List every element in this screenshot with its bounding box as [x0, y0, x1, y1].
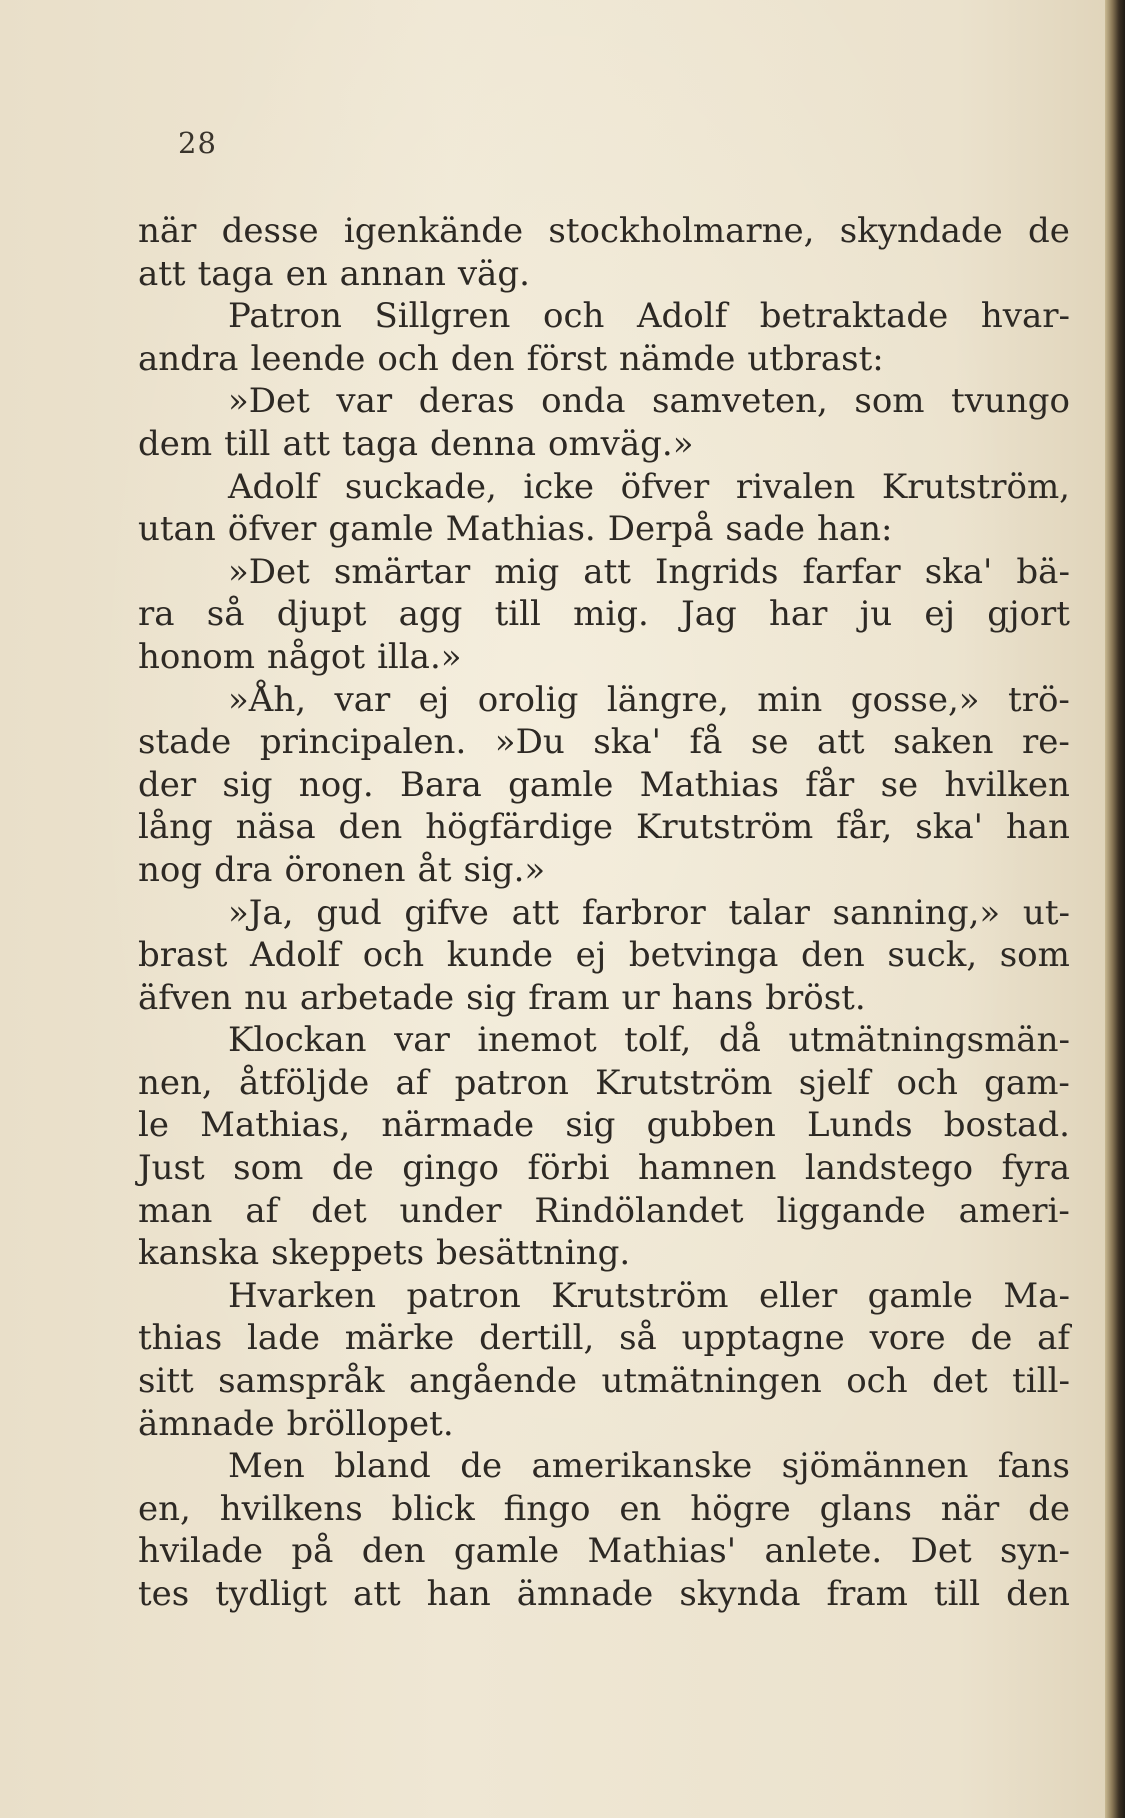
text-line: tes tydligt att han ämnade skynda fram till den: [138, 1574, 1070, 1614]
text-line: »Åh, var ej orolig längre, min gosse,» trö-: [228, 679, 1070, 720]
text-line: Hvarken patron Krutström eller gamle Ma-: [228, 1275, 1070, 1316]
page-edge-shadow: [1105, 0, 1125, 1818]
text-line: stade principalen. »Du ska' få se att saken re-: [138, 722, 1070, 763]
page-number: 28: [178, 126, 217, 160]
text-line: en, hvilkens blick fingo en högre glans när de: [138, 1488, 1070, 1529]
text-line: honom något illa.»: [138, 636, 462, 677]
text-line: Patron Sillgren och Adolf betraktade hvar-: [228, 296, 1070, 337]
text-line: »Det smärtar mig att Ingrids farfar ska' bä-: [228, 551, 1070, 592]
text-line: Men bland de amerikanske sjömännen fans: [228, 1446, 1070, 1487]
text-line: »Det var deras onda samveten, som tvungo: [228, 381, 1070, 422]
text-line: der sig nog. Bara gamle Mathias får se hvilken: [138, 764, 1070, 805]
text-line: sitt samspråk angående utmätningen och det till-: [138, 1361, 1070, 1402]
text-line: nen, åtföljde af patron Krutström sjelf och gam-: [138, 1062, 1070, 1103]
text-line: andra leende och den först nämde utbrast:: [138, 338, 884, 379]
text-line: le Mathias, närmade sig gubben Lunds bostad.: [138, 1105, 1070, 1146]
text-line: äfven nu arbetade sig fram ur hans bröst.: [138, 977, 866, 1018]
text-line: utan öfver gamle Mathias. Derpå sade han:: [138, 509, 893, 550]
text-line: när desse igenkände stockholmarne, skyndade de: [138, 211, 1070, 251]
text-line: ämnade bröllopet.: [138, 1403, 454, 1444]
text-line: Klockan var inemot tolf, då utmätningsmän-: [228, 1020, 1070, 1061]
body-text: [138, 210, 1070, 1616]
text-line: Just som de gingo förbi hamnen landstego fyra: [138, 1148, 1070, 1189]
text-line: kanska skeppets besättning.: [138, 1233, 631, 1274]
text-line: lång näsa den högfärdige Krutström får, ska' han: [138, 807, 1070, 848]
text-line: brast Adolf och kunde ej betvinga den suck, som: [138, 935, 1070, 976]
text-line: att taga en annan väg.: [138, 253, 530, 294]
text-line: thias lade märke dertill, så upptagne vore de af: [138, 1318, 1070, 1359]
text-line: dem till att taga denna omväg.»: [138, 423, 694, 464]
text-line: ra så djupt agg till mig. Jag har ju ej gjort: [138, 594, 1070, 635]
text-line: man af det under Rindölandet liggande ameri-: [138, 1190, 1070, 1231]
text-line: nog dra öronen åt sig.»: [138, 849, 546, 890]
text-line: hvilade på den gamle Mathias' anlete. Det syn-: [138, 1531, 1070, 1572]
text-line: Adolf suckade, icke öfver rivalen Krutström,: [228, 466, 1070, 507]
text-line: »Ja, gud gifve att farbror talar sanning,» ut-: [228, 892, 1070, 933]
